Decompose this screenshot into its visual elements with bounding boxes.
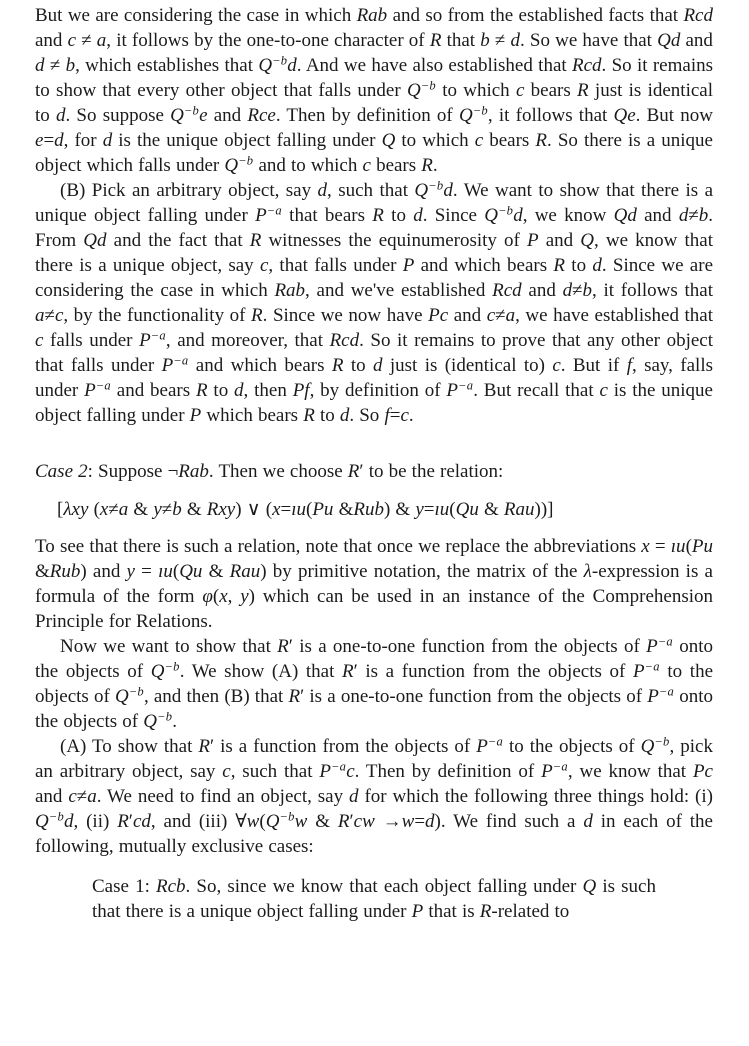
body-paragraph: (B) Pick an arbitrary object, say d, such that $Q^{-b}d$. We want to show that there is a unique object falling under $P^{-a}$ that bears R to d. Since $Q^{-b}d$, we know Qd and d≠b. From Qd and the fact that R witnesses the equinumerosity of P and Q, we know that there is a unique object, say c, that falls under P and which bears R to d. Since we are considering the case in which Rab, and we've established Rcd and d≠b, it follows that a≠c, by the functionality of R. Since we now have Pc and c≠a, we have established that c falls under $P^{-a}$, and moreover, that Rcd. So it remains to prove that any other object that falls under $P^{-a}$ and which bears R to d just is (identical to) c. But if f, say, falls under $P^{-a}$ and bears R to d, then Pf, by definition of $P^{-a}$. But recall that c is the unique object falling under P which bears R to d. So f=c. bbox=[35, 178, 714, 426]
math-italic: d bbox=[592, 255, 602, 276]
math-italic: ıu bbox=[434, 499, 450, 520]
math-italic: x bbox=[272, 499, 281, 520]
math-italic: P bbox=[646, 636, 658, 657]
math-italic: ıu bbox=[291, 499, 306, 520]
math-italic: d bbox=[234, 380, 244, 401]
math-italic: R bbox=[277, 636, 289, 657]
math-italic: a bbox=[35, 305, 45, 326]
math-italic: d bbox=[510, 30, 520, 51]
math-italic: b bbox=[582, 280, 592, 301]
math-italic: c bbox=[35, 330, 44, 351]
math-italic: Rcd bbox=[329, 330, 360, 351]
math-italic: d bbox=[513, 205, 523, 226]
math-italic: x bbox=[641, 536, 650, 557]
math-italic: b bbox=[172, 499, 182, 520]
math-italic: y bbox=[153, 499, 162, 520]
math-italic: Q bbox=[35, 811, 49, 832]
body-paragraph: Now we want to show that R′ is a one-to-one function from the objects of $P^{-a}$ onto the objects of $Q^{-b}$. We show (A) that R′ is a function from the objects of $P^{-a}$ to the objects of $Q^{-b}$, and then (B) that R′ is a one-to-one function from the objects of $P^{-a}$ onto the objects of $Q^{-b}$. bbox=[35, 634, 714, 732]
math-italic: y bbox=[240, 586, 249, 607]
body-paragraph: To see that there is such a relation, note that once we replace the abbreviations x = ıu(Pu &Rub) and y = ıu(Qu & Rau) by primitive notation, the matrix of the λ-expression is a formula of the form φ(x, y) which can be used in an instance of the Comprehension Principle for Relations. bbox=[35, 536, 713, 632]
math-italic: Q bbox=[458, 105, 473, 126]
math-italic: w bbox=[294, 811, 308, 832]
math-italic: R bbox=[195, 380, 208, 401]
math-italic: d bbox=[425, 811, 435, 832]
math-superscript: −a bbox=[150, 328, 166, 343]
math-italic: Pc bbox=[428, 305, 449, 326]
math-italic: P bbox=[189, 405, 202, 426]
math-italic: R bbox=[198, 736, 210, 757]
math-italic: R bbox=[421, 155, 433, 176]
math-italic: d bbox=[583, 811, 593, 832]
math-superscript: −a bbox=[266, 203, 282, 218]
math-italic: Q bbox=[381, 130, 396, 151]
math-italic: Q bbox=[484, 205, 498, 226]
math-italic: R bbox=[303, 405, 315, 426]
math-italic: P bbox=[402, 255, 415, 276]
math-italic: Qe bbox=[613, 105, 636, 126]
math-superscript: −a bbox=[95, 378, 111, 393]
math-italic: R bbox=[347, 461, 360, 482]
math-italic: P bbox=[411, 901, 424, 922]
math-italic: c bbox=[400, 405, 409, 426]
math-italic: c bbox=[346, 761, 355, 782]
math-italic: Pu bbox=[312, 499, 334, 520]
math-italic: Rxy bbox=[206, 499, 236, 520]
math-italic: d bbox=[413, 205, 423, 226]
math-italic: R bbox=[251, 305, 263, 326]
math-italic: Qu bbox=[179, 561, 203, 582]
math-italic: d bbox=[55, 105, 66, 126]
math-italic: d bbox=[35, 55, 45, 76]
math-italic: Rcb bbox=[156, 876, 186, 897]
math-superscript: −a bbox=[173, 353, 189, 368]
math-italic: Qd bbox=[657, 30, 681, 51]
math-italic: y bbox=[126, 561, 135, 582]
math-superscript: −b bbox=[48, 809, 64, 824]
math-superscript: −b bbox=[272, 53, 288, 68]
math-italic: P bbox=[255, 205, 267, 226]
math-italic: R bbox=[372, 205, 384, 226]
math-italic: d bbox=[102, 130, 113, 151]
math-italic: c bbox=[259, 255, 269, 276]
math-italic: b bbox=[65, 55, 76, 76]
math-italic: b bbox=[698, 205, 709, 226]
math-superscript: −a bbox=[457, 378, 474, 393]
math-italic: ıu bbox=[158, 561, 173, 582]
display-formula: [λxy (x≠a & y≠b & Rxy) ∨ (x=ıu(Pu &Rub) & y=ıu(Qu & Rau))] bbox=[57, 499, 554, 520]
math-italic: f bbox=[626, 355, 632, 376]
math-superscript: −b bbox=[164, 659, 180, 674]
math-superscript: −b bbox=[238, 153, 254, 168]
math-italic: x bbox=[219, 586, 228, 607]
math-italic: a bbox=[87, 786, 97, 807]
math-italic: Pu bbox=[691, 536, 713, 557]
case-block-paragraph: Case 1: Rcb. So, since we know that each object falling under Q is such that there is a unique object falling under P that is R-related to bbox=[92, 876, 656, 922]
math-italic: P bbox=[541, 761, 553, 782]
body-paragraph: But we are considering the case in which Rab and so from the established facts that Rcd and c ≠ a, it follows by the one-to-one character of R that b ≠ d. So we have that Qd and d ≠ b, which establishes that $Q^{-b}d$. And we have also established that Rcd. So it remains to show that every other object that falls under $Q^{-b}$ to which c bears R just is identical to d. So suppose $Q^{-b}e$ and Rce. Then by definition of $Q^{-b}$, it follows that Qe. But now e=d, for d is the unique object falling under Q to which c bears R. So there is a unique object which falls under $Q^{-b}$ and to which c bears R. bbox=[35, 5, 713, 176]
math-superscript: −b bbox=[156, 709, 173, 724]
math-italic: P bbox=[647, 686, 659, 707]
math-superscript: −b bbox=[472, 103, 488, 118]
math-italic: R bbox=[331, 355, 344, 376]
math-italic: Rce bbox=[247, 105, 276, 126]
math-italic: d bbox=[317, 180, 328, 201]
math-italic: Q bbox=[114, 686, 129, 707]
math-superscript: −a bbox=[552, 759, 568, 774]
math-italic: Rau bbox=[229, 561, 261, 582]
math-italic: Q bbox=[170, 105, 184, 126]
math-italic: d bbox=[373, 355, 383, 376]
case-heading-paragraph: Case 2: Suppose ¬Rab. Then we choose R′ to be the relation: bbox=[35, 461, 504, 482]
math-superscript: −b bbox=[128, 684, 144, 699]
math-italic: d bbox=[63, 811, 74, 832]
math-italic: c bbox=[474, 130, 484, 151]
math-italic: φ bbox=[202, 586, 213, 607]
math-italic: d bbox=[678, 205, 689, 226]
math-italic: e bbox=[199, 105, 208, 126]
math-italic: d bbox=[339, 405, 350, 426]
math-italic: P bbox=[446, 380, 458, 401]
math-italic: Qd bbox=[83, 230, 107, 251]
math-italic: R bbox=[288, 686, 301, 707]
math-italic: R bbox=[429, 30, 442, 51]
math-italic: c bbox=[362, 155, 371, 176]
math-italic: Rub bbox=[353, 499, 384, 520]
math-italic: Rcd bbox=[571, 55, 602, 76]
math-italic: P bbox=[527, 230, 539, 251]
math-italic: Rab bbox=[178, 461, 209, 482]
math-superscript: −a bbox=[487, 734, 504, 749]
math-italic: Q bbox=[580, 230, 595, 251]
math-italic: R bbox=[535, 130, 548, 151]
math-italic: d bbox=[562, 280, 573, 301]
math-italic: R bbox=[577, 80, 589, 101]
math-italic: P bbox=[84, 380, 96, 401]
math-italic: Rab bbox=[274, 280, 306, 301]
math-italic: w bbox=[401, 811, 415, 832]
math-italic: Q bbox=[640, 736, 655, 757]
math-italic: f bbox=[384, 405, 390, 426]
math-italic: Q bbox=[414, 180, 429, 201]
math-italic: R bbox=[342, 661, 354, 682]
math-superscript: −b bbox=[279, 809, 295, 824]
math-italic: P bbox=[632, 661, 645, 682]
math-italic: P bbox=[161, 355, 174, 376]
math-italic: Rcd bbox=[492, 280, 522, 301]
math-italic: d bbox=[287, 55, 297, 76]
math-italic: P bbox=[139, 330, 151, 351]
math-italic: d bbox=[54, 130, 64, 151]
math-italic: Pf bbox=[292, 380, 310, 401]
math-italic: Q bbox=[258, 55, 273, 76]
math-superscript: −b bbox=[654, 734, 670, 749]
math-italic: λxy bbox=[63, 499, 89, 520]
math-superscript: −a bbox=[644, 659, 660, 674]
math-italic: y bbox=[415, 499, 424, 520]
math-italic: ıu bbox=[670, 536, 686, 557]
math-italic: P bbox=[319, 761, 331, 782]
math-italic: R bbox=[479, 901, 492, 922]
math-italic: b bbox=[480, 30, 490, 51]
math-italic: Qd bbox=[613, 205, 637, 226]
math-italic: d bbox=[443, 180, 453, 201]
math-italic: c bbox=[515, 80, 525, 101]
math-italic: R bbox=[337, 811, 350, 832]
math-italic: Q bbox=[224, 155, 239, 176]
math-italic: c bbox=[54, 305, 64, 326]
math-superscript: −b bbox=[428, 178, 444, 193]
math-italic: c bbox=[599, 380, 608, 401]
math-italic: c bbox=[67, 30, 77, 51]
math-italic: Case 2 bbox=[35, 461, 88, 482]
math-italic: e bbox=[35, 130, 44, 151]
math-italic: Pc bbox=[692, 761, 713, 782]
math-italic: x bbox=[99, 499, 109, 520]
body-paragraph: (A) To show that R′ is a function from the objects of $P^{-a}$ to the objects of $Q^{-b}$, pick an arbitrary object, say c, such that $P^{-a}c$. Then by definition of $P^{-a}$, we know that Pc and c≠a. We need to find an object, say d for which the following three things hold: (i) $Q^{-b}d$, (ii) R′cd, and (iii) $\forall w(Q^{-b}w$ & R′cw →w=d). We find such a d in each of the following, mutually exclusive cases: bbox=[35, 734, 713, 857]
math-italic: c bbox=[552, 355, 561, 376]
math-italic: Rub bbox=[49, 561, 81, 582]
math-italic: a bbox=[118, 499, 129, 520]
math-italic: Q bbox=[582, 876, 597, 897]
math-italic: Q bbox=[143, 711, 157, 732]
math-italic: a bbox=[505, 305, 516, 326]
math-superscript: −b bbox=[183, 103, 200, 118]
math-italic: R bbox=[553, 255, 566, 276]
math-italic: Q bbox=[150, 661, 165, 682]
math-superscript: −a bbox=[658, 684, 675, 699]
math-italic: c bbox=[486, 305, 496, 326]
math-italic: Q bbox=[265, 811, 280, 832]
math-italic: R bbox=[117, 811, 129, 832]
math-italic: a bbox=[96, 30, 107, 51]
math-italic: P bbox=[476, 736, 488, 757]
math-superscript: −a bbox=[657, 634, 673, 649]
math-italic: c bbox=[222, 761, 231, 782]
math-italic: cw bbox=[353, 811, 375, 832]
math-italic: d bbox=[349, 786, 359, 807]
math-italic: Rcd bbox=[683, 5, 713, 26]
math-superscript: −a bbox=[330, 759, 347, 774]
math-italic: w bbox=[246, 811, 260, 832]
math-italic: Rau bbox=[503, 499, 535, 520]
math-italic: Rab bbox=[356, 5, 388, 26]
math-italic: R bbox=[249, 230, 262, 251]
math-superscript: −b bbox=[420, 78, 436, 93]
math-superscript: −b bbox=[497, 203, 514, 218]
math-italic: Qu bbox=[455, 499, 479, 520]
math-italic: λ bbox=[583, 561, 592, 582]
math-italic: cd bbox=[132, 811, 151, 832]
math-italic: c bbox=[68, 786, 77, 807]
math-italic: Q bbox=[406, 80, 421, 101]
